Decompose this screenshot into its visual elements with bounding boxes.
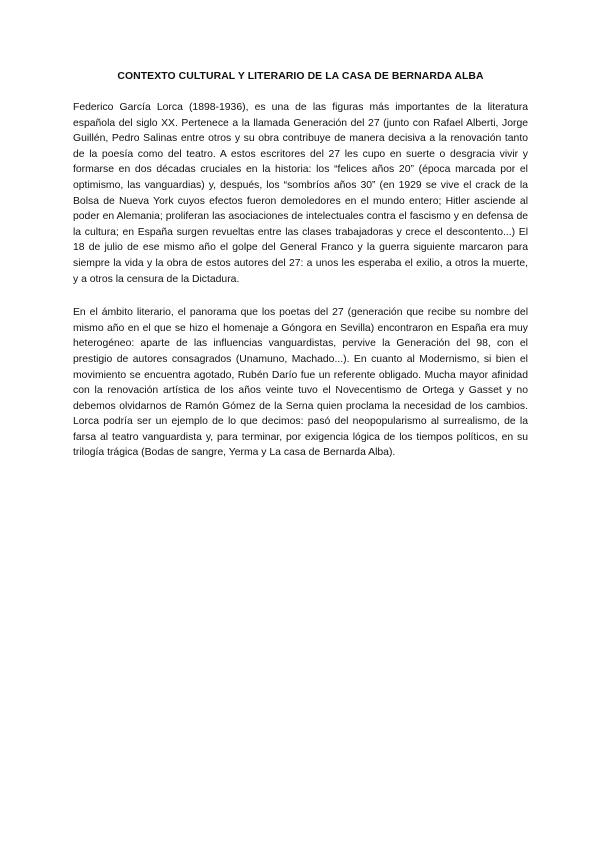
paragraph-literary-context: En el ámbito literario, el panorama que los poetas del 27 (generación que recibe su nombre del mismo año en el que se hizo el homenaje a Góngora en Sevilla) encontraron en España era muy heterogéneo: aparte de las influencias vanguardistas, pervive la Generación del 98, con el prestigio de autores consagrados (Unamuno, Machado...). En cuanto al Modernismo, si bien el movimiento se encuentra agotado, Rubén Darío fue un referente obligado. Mucha mayor afinidad con la renovación artística de los años veinte tuvo el Novecentismo de Ortega y Gasset y no debemos olvidarnos de Ramón Gómez de la Serna quien proclama la necesidad de los cambios. Lorca podría ser un ejemplo de lo que decimos: pasó del neopopularismo al surrealismo, de la farsa al teatro vanguardista y, para terminar, por exigencia lógica de los tiempos políticos, en su trilogía trágica (Bodas de sangre, Yerma y La casa de Bernarda Alba). <box>73 307 528 459</box>
document-title: CONTEXTO CULTURAL Y LITERARIO DE LA CASA DE BERNARDA ALBA <box>117 71 484 82</box>
paragraph-historical-context: Federico García Lorca (1898-1936), es una de las figuras más importantes de la literatura española del siglo XX. Pertenece a la llamada Generación del 27 (junto con Rafael Alberti, Jorge Guillén, Pedro Salinas entre otros y su obra contribuye de manera decisiva a la renovación tanto de la poesía como del teatro. A estos escritores del 27 les cupo en suerte o desgracia vivir y formarse en dos décadas cruciales en la historia: los “felices años 20” (época marcada por el optimismo, las vanguardias) y, después, los “sombríos años 30” (en 1929 se vive el crack de la Bolsa de Nueva York cuyos efectos fueron demoledores en el mundo entero; Hitler asciende al poder en Alemania; proliferan las asociaciones de intelectuales contra el fascismo y en defensa de la cultura; en España surgen revueltas entre las clases trabajadoras y crece el descontento...) El 18 de julio de ese mismo año el golpe del General Franco y la guerra siguiente marcaron para siempre la vida y la obra de estos autores del 27: a unos les esperaba el exilio, a otros la muerte, y a otros la censura de la Dictadura. <box>73 102 528 285</box>
